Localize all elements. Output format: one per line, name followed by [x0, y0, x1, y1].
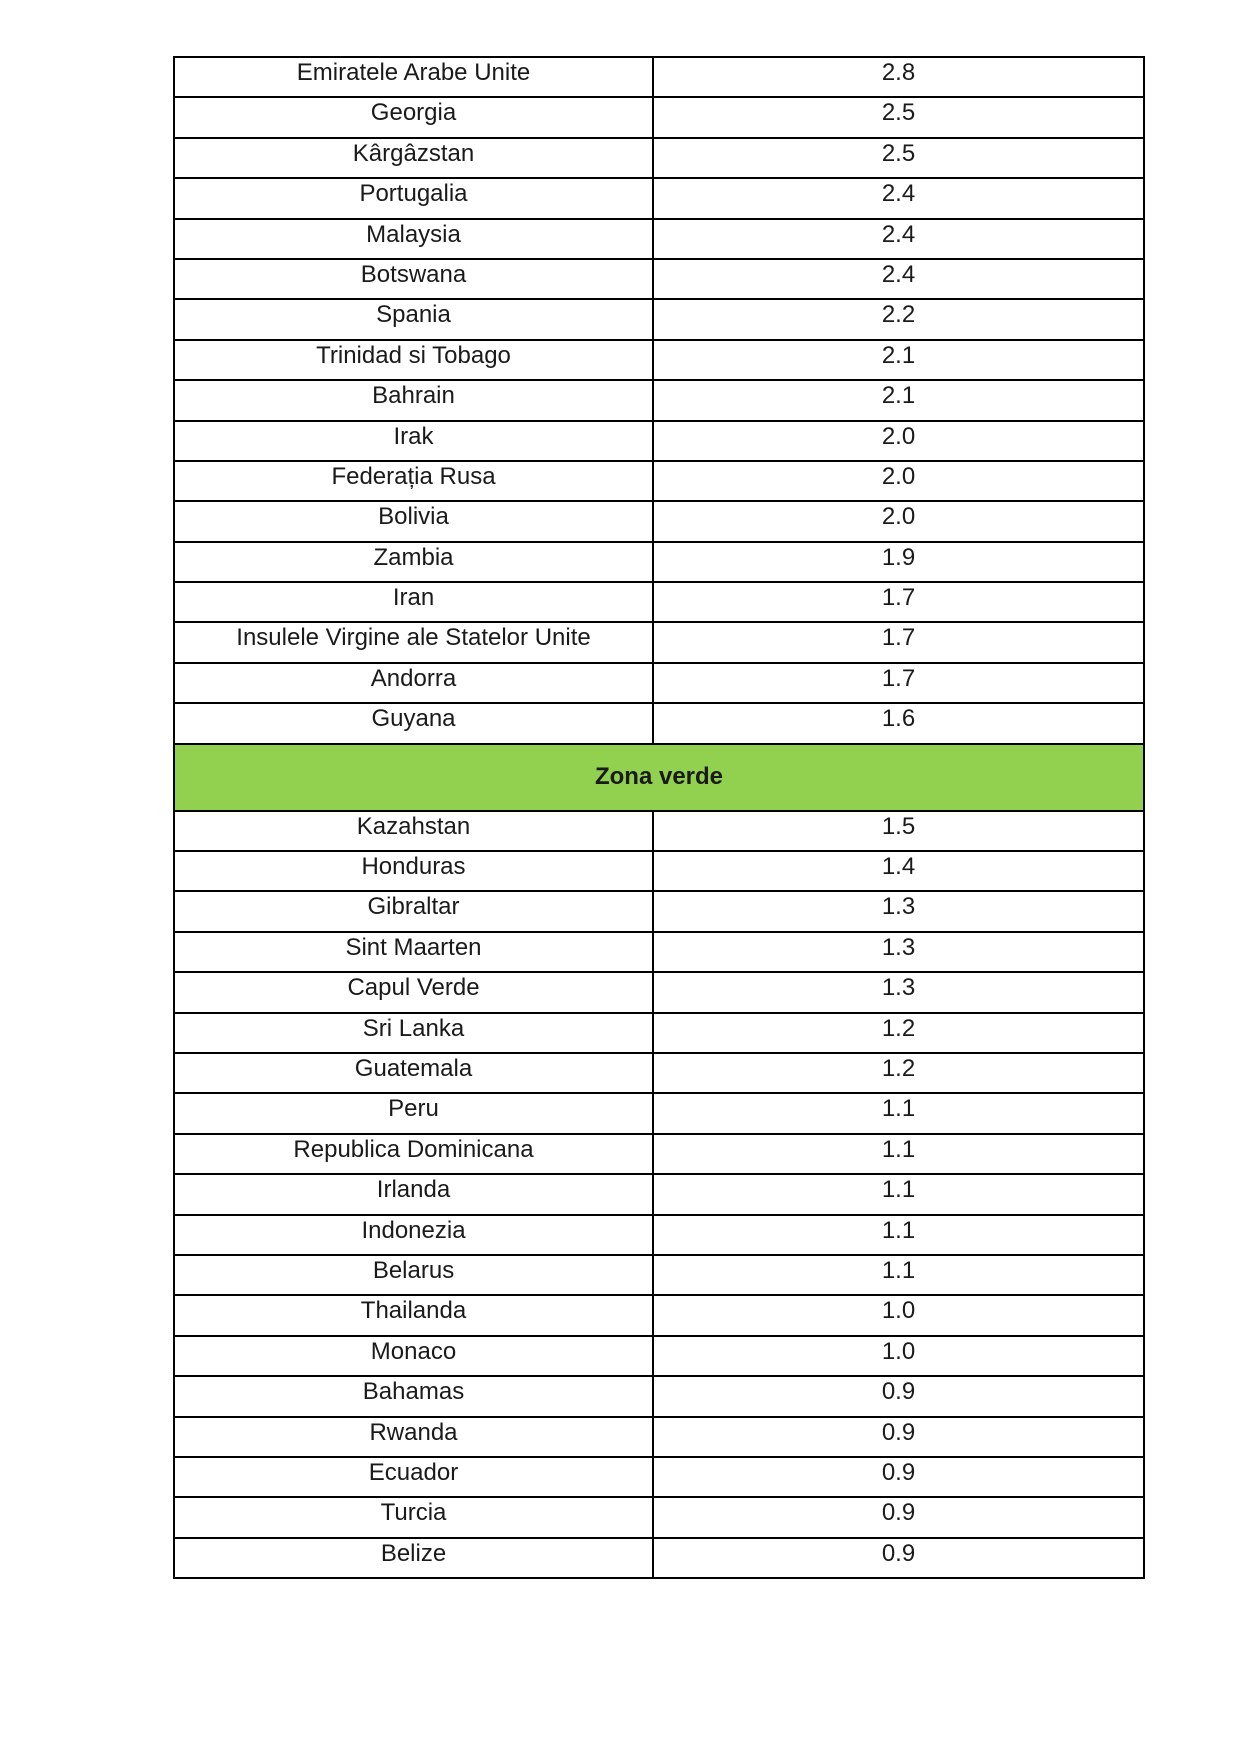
country-name: Belarus	[372, 1256, 455, 1284]
table-row	[174, 97, 1144, 137]
table-row	[174, 380, 1144, 420]
country-cell	[174, 1538, 653, 1578]
table-row	[174, 461, 1144, 501]
country-name: Monaco	[370, 1337, 457, 1365]
table-row	[174, 1013, 1144, 1053]
incidence-value: 1.6	[881, 705, 916, 733]
country-cell	[174, 461, 653, 501]
country-name: Peru	[388, 1095, 439, 1123]
country-name: Bolivia	[378, 503, 449, 531]
incidence-value: 1.2	[881, 1054, 916, 1082]
country-name: Emiratele Arabe Unite	[296, 59, 531, 86]
country-cell	[174, 299, 653, 339]
table-row	[174, 1336, 1144, 1376]
zone-header-cell	[174, 744, 1144, 811]
value-cell	[653, 1255, 1144, 1295]
country-cell	[174, 1497, 653, 1537]
value-cell	[653, 1174, 1144, 1214]
country-name: Georgia	[370, 99, 457, 127]
country-incidence-table	[173, 56, 1145, 1579]
incidence-value: 1.3	[881, 974, 916, 1002]
country-name: Andorra	[370, 664, 457, 692]
value-cell	[653, 1417, 1144, 1457]
value-cell	[653, 851, 1144, 891]
value-cell	[653, 663, 1144, 703]
value-cell	[653, 582, 1144, 622]
table-row	[174, 1457, 1144, 1497]
incidence-value: 0.9	[881, 1378, 916, 1406]
incidence-value: 0.9	[881, 1539, 916, 1567]
value-cell	[653, 932, 1144, 972]
country-name: Kârgâzstan	[352, 139, 475, 167]
table-row	[174, 1376, 1144, 1416]
incidence-value: 1.1	[881, 1095, 916, 1123]
country-name: Irak	[393, 422, 434, 450]
table-row	[174, 1538, 1144, 1578]
incidence-value: 2.4	[881, 220, 916, 248]
country-name: Zambia	[373, 543, 454, 571]
table-row	[174, 219, 1144, 259]
value-cell	[653, 97, 1144, 137]
country-cell	[174, 178, 653, 218]
country-cell	[174, 1336, 653, 1376]
incidence-value: 2.1	[881, 341, 916, 369]
incidence-value: 2.4	[881, 180, 916, 208]
value-cell	[653, 1093, 1144, 1133]
incidence-value: 0.9	[881, 1418, 916, 1446]
country-name: Guyana	[371, 705, 456, 733]
value-cell	[653, 972, 1144, 1012]
country-cell	[174, 421, 653, 461]
country-name: Sint Maarten	[345, 933, 482, 961]
incidence-value: 0.9	[881, 1458, 916, 1486]
country-cell	[174, 1457, 653, 1497]
country-cell	[174, 380, 653, 420]
country-name: Federația Rusa	[331, 462, 496, 490]
incidence-value: 2.4	[881, 260, 916, 288]
table-row	[174, 811, 1144, 851]
country-name: Spania	[376, 301, 451, 329]
country-cell	[174, 542, 653, 582]
incidence-value: 1.2	[881, 1014, 916, 1042]
country-name: Malaysia	[366, 220, 461, 248]
incidence-value: 0.9	[881, 1499, 916, 1527]
country-name: Portugalia	[359, 180, 468, 208]
table-row	[174, 259, 1144, 299]
table-row	[174, 891, 1144, 931]
incidence-value: 1.1	[881, 1135, 916, 1163]
value-cell	[653, 1538, 1144, 1578]
incidence-value: 1.7	[881, 584, 916, 612]
country-name: Capul Verde	[347, 974, 480, 1002]
value-cell	[653, 138, 1144, 178]
country-name: Indonezia	[361, 1216, 466, 1244]
country-name: Belize	[380, 1539, 447, 1567]
table-row	[174, 932, 1144, 972]
country-name: Bahrain	[372, 382, 455, 410]
country-cell	[174, 1093, 653, 1133]
country-cell	[174, 1174, 653, 1214]
value-cell	[653, 259, 1144, 299]
country-name: Botswana	[360, 260, 467, 288]
country-cell	[174, 1255, 653, 1295]
country-cell	[174, 851, 653, 891]
country-name: Trinidad si Tobago	[316, 341, 511, 369]
country-name: Kazahstan	[356, 812, 471, 840]
table-row	[174, 542, 1144, 582]
value-cell	[653, 891, 1144, 931]
value-cell	[653, 1053, 1144, 1093]
country-cell	[174, 811, 653, 851]
value-cell	[653, 501, 1144, 541]
country-name: Rwanda	[369, 1418, 458, 1446]
value-cell	[653, 1336, 1144, 1376]
value-cell	[653, 421, 1144, 461]
country-name: Thailanda	[360, 1297, 467, 1325]
incidence-value: 1.7	[881, 624, 916, 652]
country-name: Sri Lanka	[362, 1014, 465, 1042]
table-row	[174, 299, 1144, 339]
country-cell	[174, 1013, 653, 1053]
country-cell	[174, 1215, 653, 1255]
incidence-value: 2.1	[881, 382, 916, 410]
incidence-value: 2.0	[881, 503, 916, 531]
table-row	[174, 1134, 1144, 1174]
country-name: Insulele Virgine ale Statelor Unite	[236, 624, 591, 652]
incidence-value: 1.5	[881, 812, 916, 840]
incidence-value: 1.1	[881, 1216, 916, 1244]
table-row	[174, 1255, 1144, 1295]
incidence-value: 2.0	[881, 462, 916, 490]
value-cell	[653, 178, 1144, 218]
incidence-value: 1.3	[881, 893, 916, 921]
incidence-value: 1.7	[881, 664, 916, 692]
incidence-value: 2.0	[881, 422, 916, 450]
country-cell	[174, 1295, 653, 1335]
value-cell	[653, 340, 1144, 380]
country-cell	[174, 1134, 653, 1174]
country-cell	[174, 501, 653, 541]
country-name: Bahamas	[362, 1378, 465, 1406]
incidence-value: 2.8	[881, 59, 916, 86]
value-cell	[653, 1295, 1144, 1335]
table-row	[174, 421, 1144, 461]
value-cell	[653, 299, 1144, 339]
country-cell	[174, 1053, 653, 1093]
table-body	[174, 57, 1144, 1578]
value-cell	[653, 1376, 1144, 1416]
table-row	[174, 1053, 1144, 1093]
value-cell	[653, 542, 1144, 582]
incidence-value: 2.2	[881, 301, 916, 329]
table-row	[174, 663, 1144, 703]
incidence-value: 2.5	[881, 99, 916, 127]
table-row	[174, 582, 1144, 622]
country-name: Irlanda	[376, 1176, 451, 1204]
value-cell	[653, 1457, 1144, 1497]
country-name: Gibraltar	[367, 893, 460, 921]
country-name: Guatemala	[354, 1054, 473, 1082]
incidence-value: 1.1	[881, 1256, 916, 1284]
table-row	[174, 340, 1144, 380]
table-row	[174, 57, 1144, 97]
country-name: Ecuador	[368, 1458, 459, 1486]
value-cell	[653, 811, 1144, 851]
value-cell	[653, 461, 1144, 501]
country-cell	[174, 1417, 653, 1457]
country-cell	[174, 703, 653, 743]
table-row	[174, 501, 1144, 541]
country-cell	[174, 582, 653, 622]
country-cell	[174, 972, 653, 1012]
value-cell	[653, 622, 1144, 662]
country-cell	[174, 663, 653, 703]
country-cell	[174, 622, 653, 662]
table-row	[174, 1295, 1144, 1335]
table-row	[174, 1215, 1144, 1255]
country-cell	[174, 57, 653, 97]
country-cell	[174, 259, 653, 299]
table-row	[174, 178, 1144, 218]
incidence-value: 2.5	[881, 139, 916, 167]
country-cell	[174, 1376, 653, 1416]
country-cell	[174, 891, 653, 931]
table-row	[174, 1093, 1144, 1133]
value-cell	[653, 703, 1144, 743]
table-row	[174, 851, 1144, 891]
table-row	[174, 138, 1144, 178]
country-cell	[174, 97, 653, 137]
incidence-value: 1.4	[881, 853, 916, 881]
incidence-value: 1.9	[881, 543, 916, 571]
value-cell	[653, 1013, 1144, 1053]
table-row	[174, 703, 1144, 743]
incidence-value: 1.0	[881, 1297, 916, 1325]
country-cell	[174, 932, 653, 972]
table-row	[174, 972, 1144, 1012]
incidence-value: 1.0	[881, 1337, 916, 1365]
country-name: Turcia	[380, 1499, 447, 1527]
value-cell	[653, 380, 1144, 420]
table-row	[174, 1174, 1144, 1214]
country-cell	[174, 138, 653, 178]
zone-header-row	[174, 744, 1144, 811]
table-row	[174, 1497, 1144, 1537]
country-name: Honduras	[361, 853, 466, 881]
value-cell	[653, 57, 1144, 97]
country-cell	[174, 340, 653, 380]
country-name: Republica Dominicana	[293, 1135, 534, 1163]
country-name: Iran	[392, 584, 435, 612]
table-row	[174, 1417, 1144, 1457]
country-cell	[174, 219, 653, 259]
zone-header-label: Zona verde	[594, 763, 724, 791]
incidence-value: 1.3	[881, 933, 916, 961]
table-row	[174, 622, 1144, 662]
value-cell	[653, 1134, 1144, 1174]
incidence-value: 1.1	[881, 1176, 916, 1204]
value-cell	[653, 1215, 1144, 1255]
value-cell	[653, 1497, 1144, 1537]
value-cell	[653, 219, 1144, 259]
